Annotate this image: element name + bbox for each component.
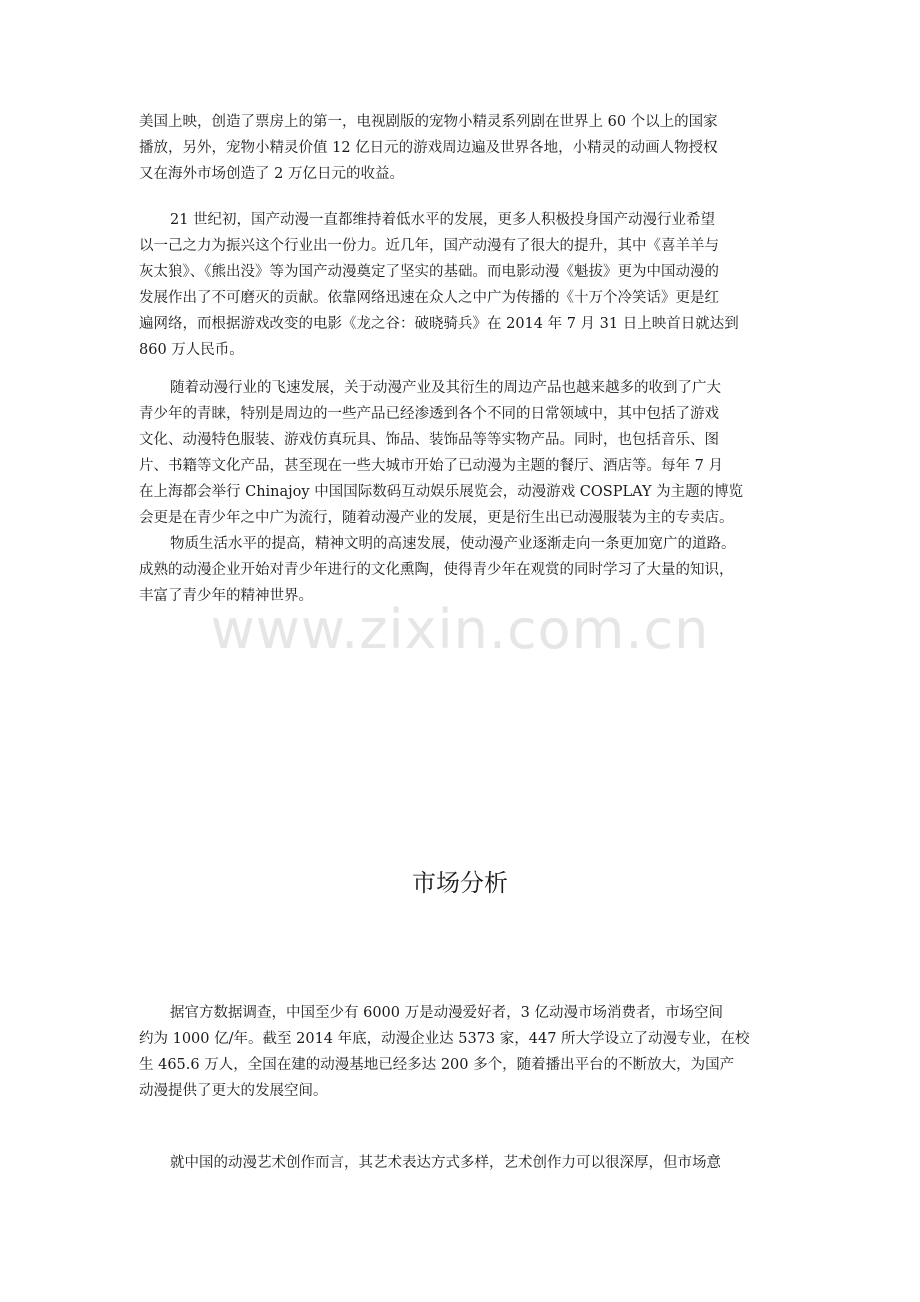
text-line: 灰太狼》、《熊出没》等为国产动漫奠定了坚实的基础。而电影动漫《魁拔》更为中国动漫的 bbox=[139, 264, 719, 280]
text-line: 发展作出了不可磨灭的贡献。依靠网络迅速在众人之中广为传播的《十万个冷笑话》更是红 bbox=[139, 290, 719, 306]
text-line: 21 世纪初，国产动漫一直都维持着低水平的发展，更多人积极投身国产动漫行业希望 bbox=[170, 212, 716, 228]
paragraph-market-data bbox=[139, 1000, 799, 1104]
text-line: 约为 1000 亿/年。截至 2014 年底，动漫企业达 5373 家，447 所大学设立了动漫专业，在校 bbox=[139, 1031, 750, 1047]
text-line: 随着动漫行业的飞速发展，关于动漫产业及其衍生的周边产品也越来越多的收到了广大 bbox=[170, 380, 721, 396]
text-line: 以一己之力为振兴这个行业出一份力。近几年，国产动漫有了很大的提升，其中《喜羊羊与 bbox=[139, 238, 719, 254]
text-line: 就中国的动漫艺术创作而言，其艺术表达方式多样，艺术创作力可以很深厚，但市场意 bbox=[170, 1155, 721, 1171]
text-line: 会更是在青少年之中广为流行，随着动漫产业的发展，更是衍生出已动漫服装为主的专卖店。 bbox=[139, 510, 734, 526]
text-line: 文化、动漫特色服装、游戏仿真玩具、饰品、装饰品等等实物产品。同时，也包括音乐、图 bbox=[139, 432, 719, 448]
section-title: 市场分析 bbox=[412, 869, 508, 897]
text-line: 播放，另外，宠物小精灵价值 12 亿日元的游戏周边遍及世界各地，小精灵的动画人物授权 bbox=[139, 140, 718, 156]
text-line: 青少年的青睐，特别是周边的一些产品已经渗透到各个不同的日常领域中，其中包括了游戏 bbox=[139, 406, 719, 422]
watermark-text: www.zixin.com.cn bbox=[210, 598, 710, 661]
paragraph-derivatives bbox=[139, 375, 799, 531]
text-line: 在上海都会举行 Chinajoy 中国国际数码互动娱乐展览会，动漫游戏 COSPLAY 为主题的博览 bbox=[139, 484, 744, 500]
text-line: 成熟的动漫企业开始对青少年进行的文化熏陶，使得青少年在观赏的同时学习了大量的知识， bbox=[139, 562, 734, 578]
text-line: 又在海外市场创造了 2 万亿日元的收益。 bbox=[139, 166, 404, 182]
text-line: 美国上映，创造了票房上的第一，电视剧版的宠物小精灵系列剧在世界上 60 个以上的国家 bbox=[139, 114, 718, 130]
text-line: 丰富了青少年的精神世界。 bbox=[139, 588, 313, 604]
paragraph-art-creation bbox=[139, 1150, 799, 1176]
text-line: 动漫提供了更大的发展空间。 bbox=[139, 1083, 328, 1099]
text-line: 遍网络，而根据游戏改变的电影《龙之谷：破晓骑兵》在 2014 年 7 月 31 日上映首日就达到 bbox=[139, 316, 739, 332]
text-line: 物质生活水平的提高，精神文明的高速发展，使动漫产业逐渐走向一条更加宽广的道路。 bbox=[170, 536, 736, 552]
paragraph-pokemon-success bbox=[139, 109, 799, 187]
text-line: 860 万人民币。 bbox=[139, 342, 244, 358]
text-line: 据官方数据调查，中国至少有 6000 万是动漫爱好者，3 亿动漫市场消费者，市场空间 bbox=[170, 1005, 723, 1021]
paragraph-domestic-anime bbox=[139, 207, 799, 363]
text-line: 生 465.6 万人，全国在建的动漫基地已经多达 200 多个，随着播出平台的不断放大，为国产 bbox=[139, 1057, 735, 1073]
text-line: 片、书籍等文化产品，甚至现在一些大城市开始了已动漫为主题的餐厅、酒店等。每年 7 月 bbox=[139, 458, 723, 474]
